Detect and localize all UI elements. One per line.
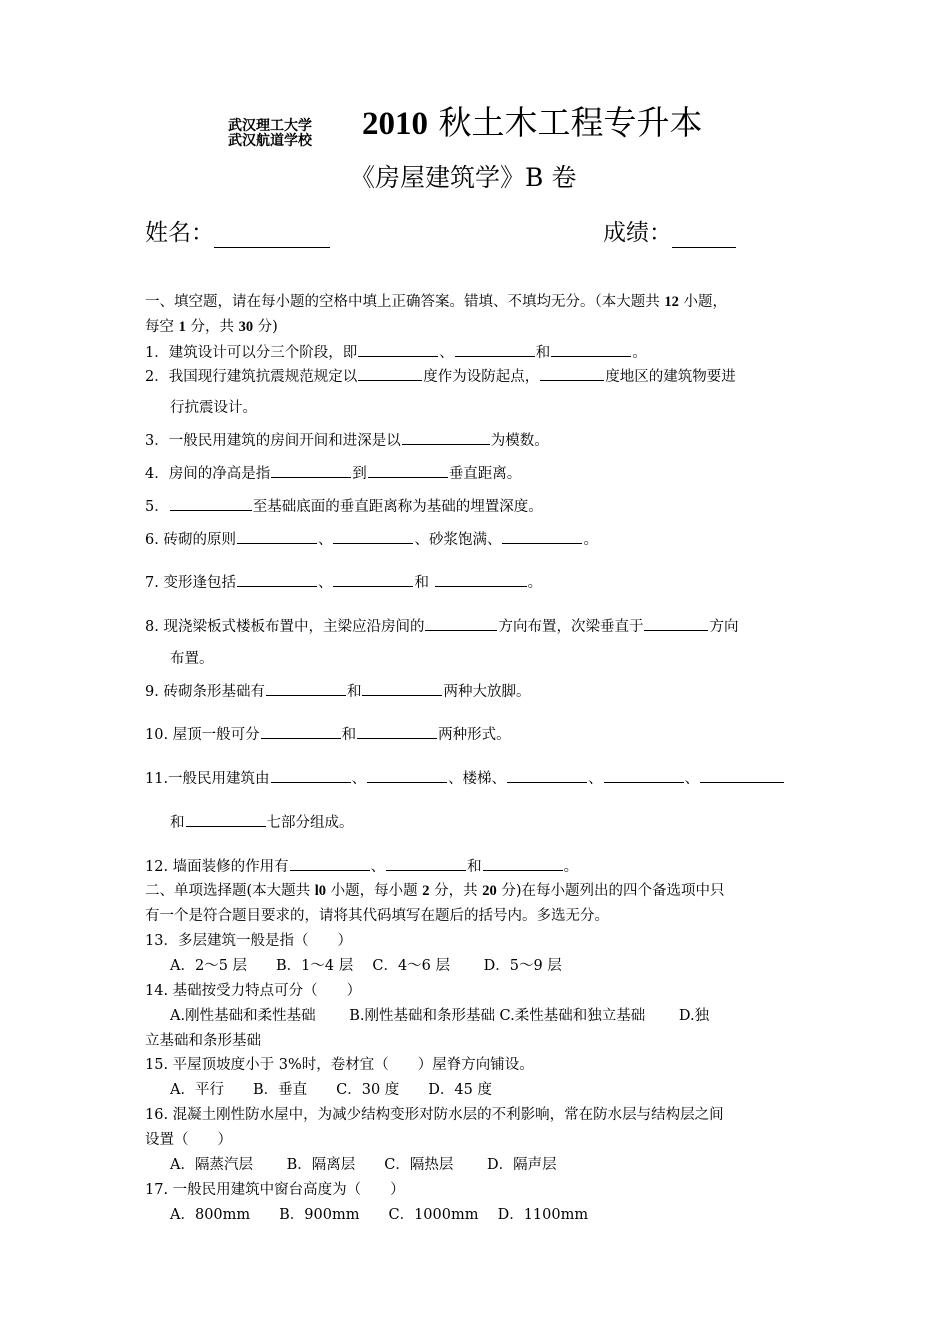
score-blank[interactable] xyxy=(672,223,736,248)
blank[interactable] xyxy=(368,463,448,478)
blank[interactable] xyxy=(435,572,527,587)
blank[interactable] xyxy=(237,529,317,544)
blank[interactable] xyxy=(425,616,497,631)
blank[interactable] xyxy=(604,768,684,783)
question-10: 10. 屋顶一般可分 和 两种形式。 xyxy=(145,724,511,745)
blank[interactable] xyxy=(333,572,413,587)
blank[interactable] xyxy=(333,529,413,544)
blank[interactable] xyxy=(402,430,490,445)
question-16: 16. 混凝土刚性防水屋中，为减少结构变形对防水层的不利影响，常在防水层与结构层之间 xyxy=(145,1107,724,1123)
question-13-options: A．2～5 层 B．1～4 层 C．4～6 层 D．5～9 层 xyxy=(170,958,562,974)
blank[interactable] xyxy=(271,768,351,783)
blank[interactable] xyxy=(540,366,604,381)
blank[interactable] xyxy=(455,342,535,357)
question-15: 15. 平屋顶坡度小于 3%时，卷材宜（ ）屋脊方向铺设。 xyxy=(145,1057,534,1073)
question-16-cont: 设置（ ） xyxy=(145,1132,232,1148)
question-14-options: A.刚性基础和柔性基础 B.刚性基础和条形基础 C.柔性基础和独立基础 D.独 xyxy=(170,1008,710,1024)
section1-intro-line1: 一、填空题，请在每小题的空格中填上正确答案。错填、不填均无分。（本大题共 12 小题， xyxy=(145,294,727,310)
question-17-options: A．800mm B．900mm C．1000mm D．1100mm xyxy=(170,1207,589,1223)
blank[interactable] xyxy=(186,812,266,827)
blank[interactable] xyxy=(170,496,252,511)
exam-subtitle: 《房屋建筑学》B 卷 xyxy=(350,163,577,192)
question-5: 5． 至基础底面的垂直距离称为基础的埋置深度。 xyxy=(145,496,543,517)
blank[interactable] xyxy=(507,768,587,783)
question-1: 1．建筑设计可以分三个阶段，即 、 和 。 xyxy=(145,342,647,363)
question-4: 4．房间的净高是指 到 垂直距离。 xyxy=(145,463,521,484)
title-year: 2010 xyxy=(362,106,428,142)
question-2-cont: 行抗震设计。 xyxy=(170,400,257,416)
question-3: 3．一般民用建筑的房间开间和进深是以 为模数。 xyxy=(145,430,549,451)
blank[interactable] xyxy=(237,572,317,587)
question-15-options: A．平行 B．垂直 C．30 度 D．45 度 xyxy=(170,1082,492,1098)
name-label: 姓名： xyxy=(145,220,214,246)
question-7: 7. 变形逢包括 、 和 。 xyxy=(145,572,542,593)
blank[interactable] xyxy=(358,342,438,357)
question-12: 12. 墙面装修的作用有 、 和 。 xyxy=(145,856,578,877)
score-label: 成绩： xyxy=(603,220,672,246)
name-blank[interactable] xyxy=(214,223,330,248)
blank[interactable] xyxy=(290,856,370,871)
exam-title xyxy=(362,103,703,144)
question-8-cont: 布置。 xyxy=(170,651,214,667)
question-11-cont: 和 七部分组成。 xyxy=(170,812,354,833)
title-text: 秋土木工程专升本 xyxy=(428,103,703,142)
logo-line-2: 武汉航道学校 xyxy=(228,133,312,149)
blank[interactable] xyxy=(386,856,466,871)
school-logo xyxy=(228,119,362,149)
question-14: 14. 基础按受力特点可分（ ） xyxy=(145,983,362,999)
section2-intro-line2: 有一个是符合题目要求的，请将其代码填写在题后的括号内。多选无分。 xyxy=(145,908,609,924)
score-field xyxy=(603,218,736,248)
blank[interactable] xyxy=(261,724,341,739)
blank[interactable] xyxy=(358,366,422,381)
section2-intro-line1: 二、单项选择题(本大题共 l0 小题，每小题 2 分，共 20 分)在每小题列出的四个备选项中只 xyxy=(145,883,725,899)
question-9: 9. 砖砌条形基础有 和 两种大放脚。 xyxy=(145,681,530,702)
name-field xyxy=(145,218,330,248)
question-11: 11.一般民用建筑由 、 、楼梯、 、 、 xyxy=(145,768,785,789)
question-17: 17. 一般民用建筑中窗台高度为（ ） xyxy=(145,1182,405,1198)
blank[interactable] xyxy=(362,681,442,696)
blank[interactable] xyxy=(502,529,582,544)
blank[interactable] xyxy=(367,768,447,783)
question-8: 8. 现浇梁板式楼板布置中，主梁应沿房间的 方向布置，次梁垂直于 方向 xyxy=(145,616,738,637)
blank[interactable] xyxy=(271,463,351,478)
blank[interactable] xyxy=(483,856,563,871)
question-16-options: A．隔蒸汽层 B．隔离层 C．隔热层 D．隔声层 xyxy=(170,1157,557,1173)
question-14-options-cont: 立基础和条形基础 xyxy=(145,1033,261,1049)
question-2: 2．我国现行建筑抗震规范规定以 度作为设防起点， 度地区的建筑物要进 xyxy=(145,366,736,387)
blank[interactable] xyxy=(700,768,784,783)
logo-line-1: 武汉理工大学 xyxy=(228,118,312,134)
blank[interactable] xyxy=(551,342,631,357)
section1-intro-line2: 每空 1 分，共 30 分) xyxy=(145,319,278,335)
question-6: 6. 砖砌的原则 、 、砂浆饱满、 。 xyxy=(145,529,598,550)
blank[interactable] xyxy=(644,616,708,631)
blank[interactable] xyxy=(357,724,437,739)
blank[interactable] xyxy=(266,681,346,696)
question-13: 13．多层建筑一般是指（ ） xyxy=(145,933,352,949)
